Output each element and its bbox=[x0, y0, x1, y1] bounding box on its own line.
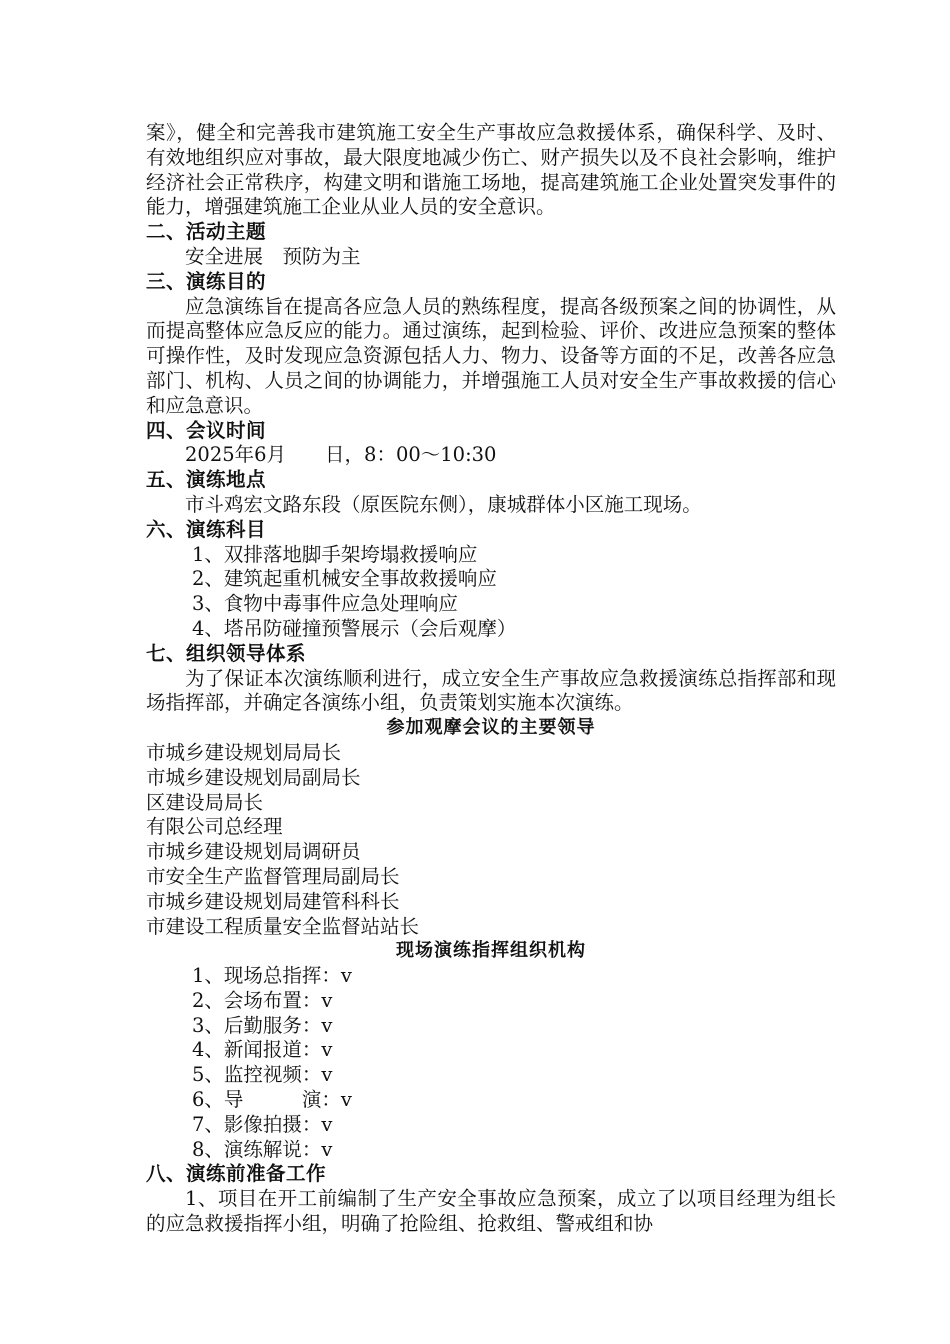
leader-item: 市建设工程质量安全监督站站长 bbox=[146, 914, 420, 938]
section-location-heading: 五、演练地点 bbox=[146, 468, 267, 492]
section-theme-text: 安全进展 预防为主 bbox=[185, 244, 361, 268]
command-title: 现场演练指挥组织机构 bbox=[396, 940, 586, 962]
command-item: 7、影像拍摄：v bbox=[192, 1112, 333, 1136]
command-item: 5、监控视频：v bbox=[192, 1063, 333, 1087]
section-organization-heading: 七、组织领导体系 bbox=[146, 641, 307, 665]
command-item: 4、新闻报道：v bbox=[192, 1038, 333, 1062]
leader-item: 有限公司总经理 bbox=[146, 815, 283, 839]
subject-item: 2、建筑起重机械安全事故救援响应 bbox=[192, 567, 497, 591]
subject-item: 1、双排落地脚手架垮塌救援响应 bbox=[192, 542, 478, 566]
section-location-text: 市斗鸡宏文路东段（原医院东侧），康城群体小区施工现场。 bbox=[185, 492, 702, 516]
command-item: 3、后勤服务：v bbox=[192, 1013, 333, 1037]
section-theme-heading: 二、活动主题 bbox=[146, 220, 267, 244]
section-meeting-time-heading: 四、会议时间 bbox=[146, 418, 267, 442]
section-preparation-text: 1、项目在开工前编制了生产安全事故应急预案，成立了以项目经理为组长的应急救援指挥小组，明确了抢险组、抢救组、警戒组和协 bbox=[146, 1187, 836, 1236]
subject-item: 3、食物中毒事件应急处理响应 bbox=[192, 592, 458, 616]
intro-paragraph: 案》，健全和完善我市建筑施工安全生产事故应急救援体系，确保科学、及时、有效地组织应对事故，最大限度地减少伤亡、财产损失以及不良社会影响，维护经济社会正常秩序，构建文明和谐施工场地，提高建筑施工企业处置突发事件的能力，增强建筑施工企业从业人员的安全意识。 bbox=[146, 121, 836, 219]
leader-item: 市城乡建设规划局副局长 bbox=[146, 765, 361, 789]
section-meeting-time-text: 2025年6月 日，8：00～10:30 bbox=[185, 443, 497, 467]
section-purpose-text: 应急演练旨在提高各应急人员的熟练程度，提高各级预案之间的协调性，从而提高整体应急反应的能力。通过演练，起到检验、评价、改进应急预案的整体可操作性，及时发现应急资源包括人力、物力、设备等方面的不足，改善各应急部门、机构、人员之间的协调能力，并增强施工人员对安全生产事故救援的信心和应急意识。 bbox=[146, 294, 836, 417]
command-item: 2、会场布置：v bbox=[192, 988, 333, 1012]
section-subjects-heading: 六、演练科目 bbox=[146, 517, 267, 541]
command-item: 1、现场总指挥：v bbox=[192, 964, 352, 988]
section-purpose-heading: 三、演练目的 bbox=[146, 269, 267, 293]
document-content bbox=[146, 121, 836, 1237]
section-organization-text: 为了保证本次演练顺利进行，成立安全生产事故应急救援演练总指挥部和现场指挥部，并确定各演练小组，负责策划实施本次演练。 bbox=[146, 666, 836, 715]
command-item: 6、导 演：v bbox=[192, 1088, 352, 1112]
leader-item: 市城乡建设规划局建管科科长 bbox=[146, 889, 400, 913]
leader-item: 区建设局局长 bbox=[146, 790, 264, 814]
subject-item: 4、塔吊防碰撞预警展示（会后观摩） bbox=[192, 616, 517, 640]
leaders-title: 参加观摩会议的主要领导 bbox=[386, 717, 596, 739]
leader-item: 市安全生产监督管理局副局长 bbox=[146, 864, 400, 888]
leader-item: 市城乡建设规划局局长 bbox=[146, 740, 342, 764]
leader-item: 市城乡建设规划局调研员 bbox=[146, 840, 361, 864]
command-item: 8、演练解说：v bbox=[192, 1137, 333, 1161]
section-preparation-heading: 八、演练前准备工作 bbox=[146, 1162, 327, 1186]
